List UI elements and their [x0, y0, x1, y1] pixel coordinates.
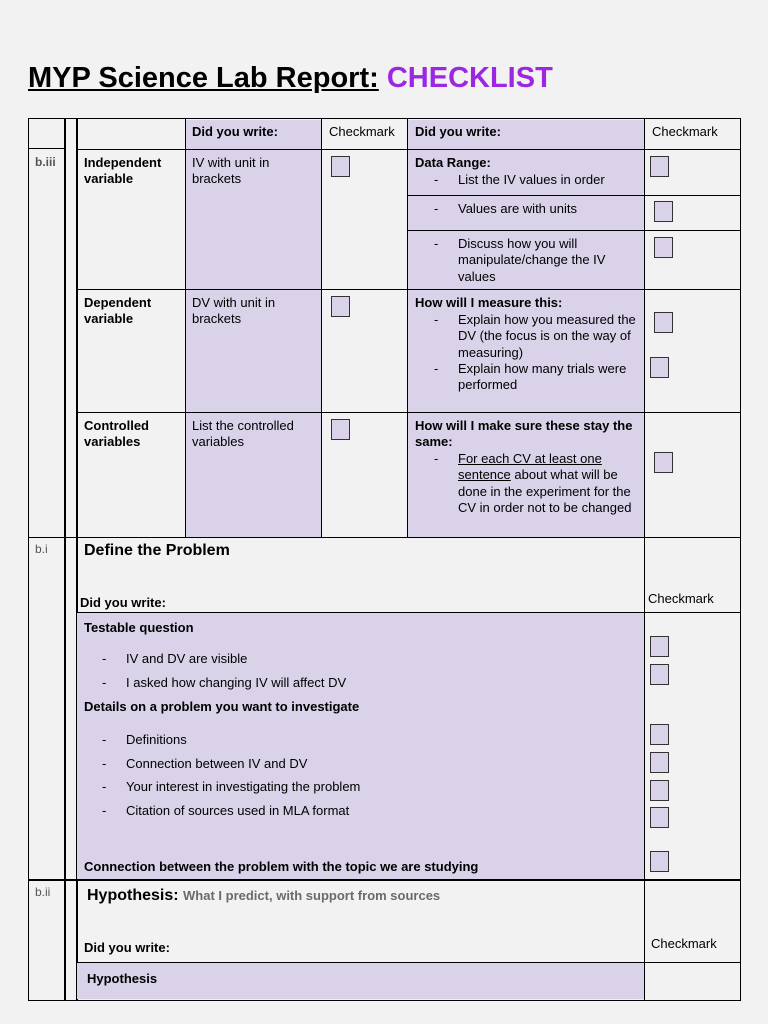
- bii-did-you-write: Did you write:: [84, 940, 170, 955]
- checkbox-citation[interactable]: [650, 807, 669, 828]
- dependent-variable-label: Dependent variable: [84, 295, 152, 327]
- checkbox-iv-dv-visible[interactable]: [650, 636, 669, 657]
- section-code-bi: b.i: [35, 542, 48, 556]
- section-code-bii: b.ii: [35, 885, 51, 899]
- header-checkmark-1: Checkmark: [329, 124, 395, 139]
- checkbox-definitions[interactable]: [650, 724, 669, 745]
- list-item: Discuss how you will manipulate/change the IV values: [458, 236, 606, 284]
- header-did-you-write-1: Did you write:: [192, 124, 278, 139]
- list-item: Explain how many trials were performed: [458, 361, 627, 393]
- checkbox-iv-unit[interactable]: [331, 156, 350, 177]
- bi-did-you-write: Did you write:: [80, 595, 166, 610]
- checkbox-interest[interactable]: [650, 780, 669, 801]
- checkbox-connection-topic[interactable]: [650, 851, 669, 872]
- data-range-heading: Data Range:: [415, 155, 491, 170]
- list-item: Explain how you measured the DV (the focus is on the way of measuring): [458, 312, 636, 360]
- dependent-write: DV with unit in brackets: [192, 295, 276, 327]
- checkbox-iv-manipulate[interactable]: [654, 237, 673, 258]
- checkbox-asked-how[interactable]: [650, 664, 669, 685]
- page-title: [28, 62, 553, 95]
- checkbox-dv-unit[interactable]: [331, 296, 350, 317]
- list-item: I asked how changing IV will affect DV: [126, 675, 347, 690]
- list-item: IV and DV are visible: [126, 651, 248, 666]
- checkbox-cv-sentence[interactable]: [654, 452, 673, 473]
- bi-checkmark: Checkmark: [648, 591, 714, 606]
- connection-topic: Connection between the problem with the topic we are studying: [84, 859, 479, 874]
- list-item: Your interest in investigating the problem: [126, 779, 361, 794]
- independent-write: IV with unit in brackets: [192, 155, 270, 187]
- checkbox-dv-measure[interactable]: [654, 312, 673, 333]
- title-main: MYP Science Lab Report:: [28, 62, 379, 94]
- list-item: Citation of sources used in MLA format: [126, 803, 350, 818]
- checkbox-iv-order[interactable]: [650, 156, 669, 177]
- list-item: List the IV values in order: [458, 172, 605, 187]
- checkbox-cv-list[interactable]: [331, 419, 350, 440]
- checkbox-iv-units[interactable]: [654, 201, 673, 222]
- hypothesis-heading: Hypothesis:: [87, 887, 179, 904]
- define-problem-heading: Define the Problem: [84, 542, 230, 559]
- details-heading: Details on a problem you want to investigate: [84, 699, 360, 714]
- list-item: Connection between IV and DV: [126, 756, 308, 771]
- hypothesis-heading-row: [87, 887, 440, 905]
- list-item: For each CV at least one sentence about what will be done in the experiment for the CV in order not to be changed: [458, 451, 632, 515]
- controlled-write: List the controlled variables: [192, 418, 294, 450]
- section-code-biii: b.iii: [35, 155, 56, 169]
- controlled-variables-label: Controlled variables: [84, 418, 149, 450]
- measure-heading: How will I measure this:: [415, 295, 563, 310]
- checkbox-dv-trials[interactable]: [650, 357, 669, 378]
- independent-variable-label: Independent variable: [84, 155, 162, 187]
- list-item: Values are with units: [458, 201, 577, 216]
- hypothesis-item: Hypothesis: [87, 971, 158, 986]
- header-did-you-write-2: Did you write:: [415, 124, 501, 139]
- hypothesis-subheading: What I predict, with support from sources: [183, 888, 441, 903]
- testable-question-heading: Testable question: [84, 620, 194, 635]
- title-checklist: CHECKLIST: [386, 62, 553, 94]
- checkbox-connection-iv-dv[interactable]: [650, 752, 669, 773]
- list-item: Definitions: [126, 732, 187, 747]
- header-checkmark-2: Checkmark: [652, 124, 718, 139]
- stay-same-heading: How will I make sure these stay the same:: [415, 418, 633, 450]
- bii-checkmark: Checkmark: [651, 936, 717, 951]
